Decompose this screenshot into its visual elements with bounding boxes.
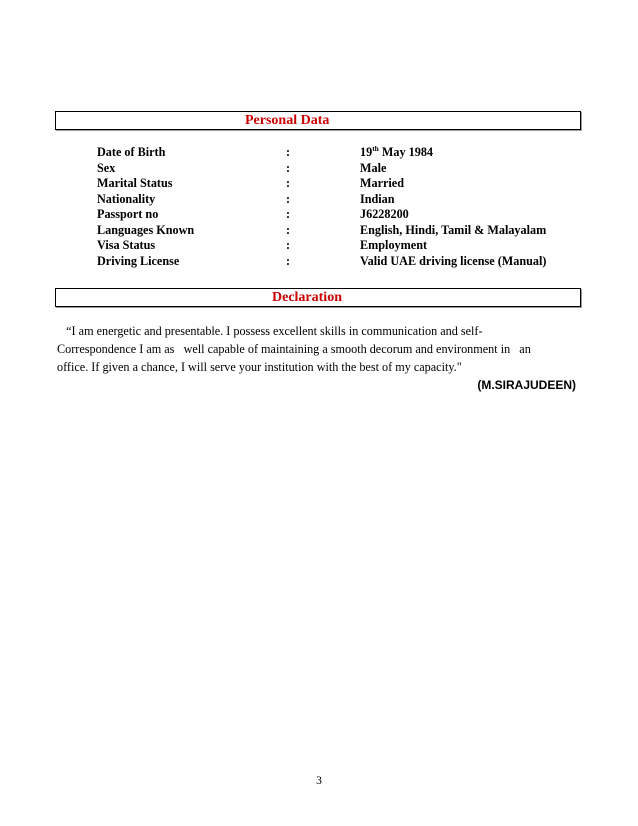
row-label: Nationality <box>97 191 156 206</box>
row-value <box>360 145 433 161</box>
row-label: Driving License <box>97 253 180 268</box>
row-label: Sex <box>97 160 116 175</box>
row-value: Male <box>360 160 387 175</box>
dob-ordinal: th <box>372 144 379 153</box>
row-label: Languages Known <box>97 222 195 237</box>
row-label: Date of Birth <box>97 145 166 159</box>
row-colon: : <box>286 207 291 221</box>
row-value: Married <box>360 176 404 190</box>
declaration-header <box>55 288 581 307</box>
row-value: Indian <box>360 191 395 206</box>
row-label: Visa Status <box>97 238 156 252</box>
row-colon: : <box>286 160 291 175</box>
personal-data-header <box>55 111 581 130</box>
row-value: English, Hindi, Tamil & Malayalam <box>360 222 547 237</box>
row-label: Passport no <box>97 207 159 221</box>
row-value: Employment <box>360 238 428 252</box>
signature-name: (M.SIRAJUDEEN) <box>477 378 576 392</box>
row-label: Marital Status <box>97 176 173 190</box>
personal-data-title: Personal Data <box>245 113 330 128</box>
declaration-title: Declaration <box>272 290 342 305</box>
row-colon: : <box>286 222 291 237</box>
row-colon: : <box>286 253 291 268</box>
row-colon: : <box>286 176 291 190</box>
declaration-line: office. If given a chance, I will serve your institution with the best of my capacity." <box>57 360 462 374</box>
dob-month-year: May 1984 <box>378 145 434 159</box>
row-value: J6228200 <box>360 207 409 221</box>
dob-day: 19 <box>360 145 373 159</box>
page-number: 3 <box>316 775 322 787</box>
declaration-line: “I am energetic and presentable. I possess excellent skills in communication and self- <box>57 324 483 338</box>
row-colon: : <box>286 191 291 206</box>
declaration-paragraph <box>57 322 577 376</box>
row-value: Valid UAE driving license (Manual) <box>360 253 547 268</box>
declaration-line: Correspondence I am as well capable of maintaining a smooth decorum and environment in an <box>57 342 531 356</box>
row-colon: : <box>286 145 291 159</box>
row-colon: : <box>286 238 291 252</box>
